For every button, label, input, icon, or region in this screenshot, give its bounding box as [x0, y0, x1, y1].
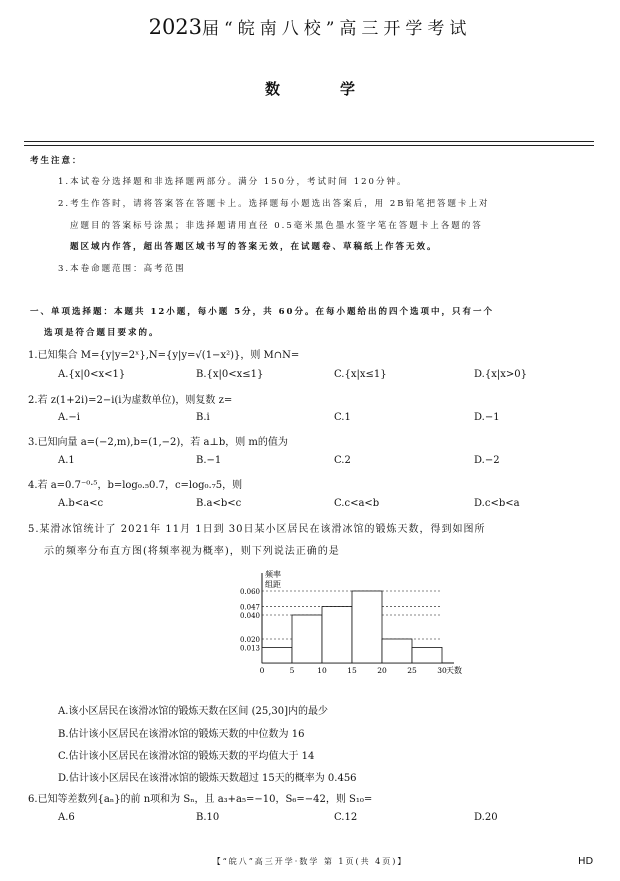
histogram-bar: [292, 615, 322, 663]
notice-item-2: 2.考生作答时，请将答案答在答题卡上。选择题每小题选出答案后，用 2B铅笔把答题卡上对: [58, 199, 490, 209]
y-tick-label: 0.020: [239, 636, 260, 644]
x-tick-label: 20: [377, 666, 387, 675]
q6-option-c: C.12: [334, 812, 358, 823]
notice-heading: 考生注意：: [30, 156, 83, 166]
histogram-bar: [412, 647, 442, 663]
q5-option-b: B.估计该小区居民在该滑冰馆的锻炼天数的中位数为 16: [58, 729, 305, 740]
question-1-stem: 1.已知集合 M={y|y=2ˣ},N={y|y=√(1−x²)}，则 M∩N=: [28, 350, 300, 361]
footer-code: HD: [578, 856, 594, 867]
section-heading: 一、单项选择题：本题共 12小题，每小题 5分，共 60分。在每小题给出的四个选项中，只有一个: [30, 307, 494, 317]
q4-option-b: B.a<b<c: [196, 498, 242, 509]
q3-option-b: B.−1: [196, 455, 222, 466]
y-tick-label: 0.013: [239, 644, 260, 653]
subject-title: 数学: [264, 80, 415, 98]
q2-option-d: D.−1: [474, 412, 500, 423]
y-tick-label: 0.040: [239, 612, 260, 620]
x-tick-label: 15: [347, 666, 357, 675]
notice-item-2-cont: 应题目的答案标号涂黑；非选择题请用直径 0.5毫米黑色墨水签字笔在答题卡上各题的答: [70, 221, 483, 231]
frequency-histogram: [232, 567, 462, 677]
question-4-stem: 4.若 a=0.7⁻⁰·⁵，b=log₀.₅0.7，c=log₀.₇5，则: [28, 480, 243, 491]
question-5-stem: 5.某滑冰馆统计了 2021年 11月 1日到 30日某小区居民在该滑冰馆的锻炼天数，得到如图所: [28, 524, 486, 535]
y-axis-label: 频率: [265, 570, 281, 579]
x-tick-label: 5: [289, 666, 295, 675]
divider-rule: [24, 141, 594, 142]
q3-option-a: A.1: [58, 455, 75, 466]
y-tick-label: 0.060: [239, 588, 260, 596]
histogram-bar: [382, 639, 412, 663]
q2-option-c: C.1: [334, 412, 351, 423]
q6-option-d: D.20: [474, 812, 498, 823]
notice-item-2-end: 题区域内作答，超出答题区域书写的答案无效，在试题卷、草稿纸上作答无效。: [70, 242, 438, 252]
histogram-bar: [262, 647, 292, 663]
histogram-bar: [352, 591, 382, 663]
x-tick-label: 25: [407, 666, 417, 675]
y-tick-label: 0.047: [239, 603, 260, 612]
q4-option-c: C.c<a<b: [334, 498, 380, 509]
q6-option-b: B.10: [196, 812, 220, 823]
question-5-stem-cont: 示的频率分布直方图(将频率视为概率)，则下列说法正确的是: [44, 546, 340, 557]
q5-option-a: A.该小区居民在该滑冰馆的锻炼天数在区间 (25,30]内的最少: [58, 706, 329, 717]
exam-title: 2023届“皖南八校”高三开学考试: [148, 15, 472, 39]
q5-option-c: C.估计该小区居民在该滑冰馆的锻炼天数的平均值大于 14: [58, 751, 315, 762]
q2-option-a: A.−i: [58, 412, 80, 423]
q1-option-d: D.{x|x>0}: [474, 369, 527, 380]
page-footer: 【“皖八”高三开学·数学 第 1页(共 4页)】: [212, 857, 408, 866]
question-2-stem: 2.若 z(1+2i)=2−i(i为虚数单位)，则复数 z=: [28, 395, 233, 406]
x-tick-label: 10: [317, 666, 327, 675]
q1-option-c: C.{x|x≤1}: [334, 369, 387, 380]
q2-option-b: B.i: [196, 412, 210, 423]
question-6-stem: 6.已知等差数列{aₙ}的前 n项和为 Sₙ，且 a₃+a₅=−10，S₆=−42，则 S₁₀=: [28, 794, 373, 805]
histogram-bar: [322, 607, 352, 663]
x-tick-label: 30: [437, 666, 447, 675]
y-axis-label-2: 组距: [265, 580, 281, 589]
q3-option-d: D.−2: [474, 455, 500, 466]
q5-option-d: D.估计该小区居民在该滑冰馆的锻炼天数超过 15天的概率为 0.456: [58, 773, 357, 784]
x-tick-label: 0: [259, 666, 265, 675]
q4-option-a: A.b<a<c: [58, 498, 104, 509]
question-3-stem: 3.已知向量 a=(−2,m),b=(1,−2)，若 a⊥b，则 m的值为: [28, 437, 288, 448]
x-axis-label: 天数: [446, 666, 462, 675]
q1-option-b: B.{x|0<x≤1}: [196, 369, 264, 380]
notice-item-3: 3.本卷命题范围：高考范围: [58, 264, 186, 274]
q6-option-a: A.6: [58, 812, 75, 823]
divider-rule-2: [24, 145, 594, 146]
q4-option-d: D.c<b<a: [474, 498, 520, 509]
q3-option-c: C.2: [334, 455, 351, 466]
notice-item-1: 1.本试卷分选择题和非选择题两部分。满分 150分，考试时间 120分钟。: [58, 177, 408, 187]
q1-option-a: A.{x|0<x<1}: [58, 369, 126, 380]
section-heading-cont: 选项是符合题目要求的。: [44, 328, 160, 338]
